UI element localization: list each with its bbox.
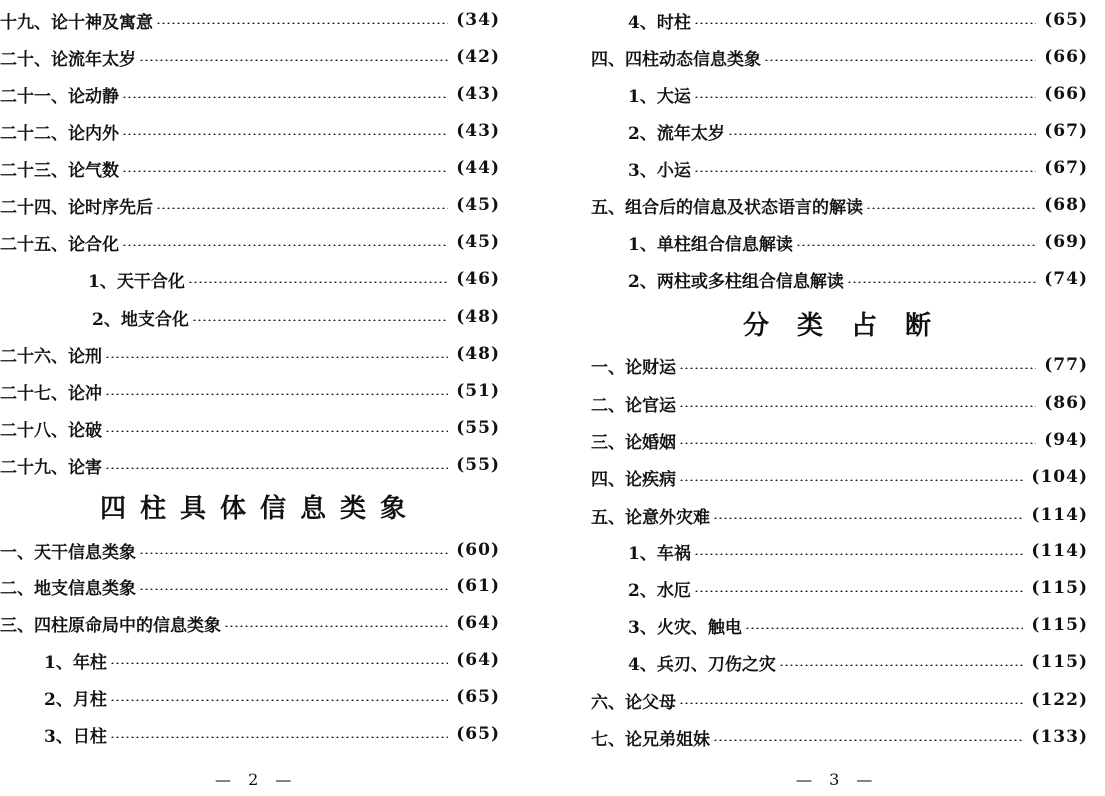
toc-entry-label: 四、四柱动态信息类象 [591,49,761,70]
leader-dots [139,552,448,554]
toc-entry[interactable] [0,413,500,443]
leader-dots [713,517,1023,519]
toc-entry-page: (45) [456,232,500,252]
leader-dots [156,22,448,24]
toc-entry-label: 2、月柱 [44,689,107,710]
toc-entry-page: (60) [456,540,500,560]
toc-entry[interactable] [628,227,1088,257]
leader-dots [694,590,1024,592]
toc-entry[interactable] [0,535,500,565]
toc-entry[interactable] [0,79,500,109]
leader-dots [694,553,1024,555]
toc-entry-page: (122) [1031,690,1088,710]
toc-entry[interactable] [44,682,500,712]
toc-entry-label: 二、论官运 [591,395,676,416]
right-page [583,0,1105,796]
toc-entry-page: (61) [456,576,500,596]
toc-entry-label: 五、论意外灾难 [591,507,710,528]
toc-entry-page: (104) [1031,467,1088,487]
leader-dots [110,662,448,664]
section-heading: 分类占断 [743,311,960,341]
toc-entry[interactable] [628,264,1088,294]
toc-entry-label: 七、论兄弟姐妹 [591,729,710,750]
toc-entry-label: 十九、论十神及寓意 [0,12,153,33]
toc-entry-page: (64) [456,613,500,633]
leader-dots [139,588,448,590]
toc-entry-page: (43) [456,84,500,104]
leader-dots [679,479,1023,481]
toc-entry-page: (45) [456,195,500,215]
toc-entry-page: (34) [456,10,500,30]
leader-dots [110,736,448,738]
leader-dots [728,133,1036,135]
toc-entry[interactable] [628,153,1088,183]
toc-entry[interactable] [591,722,1088,752]
toc-entry[interactable] [591,685,1088,715]
toc-entry[interactable] [0,571,500,601]
toc-entry-page: (48) [456,344,500,364]
toc-entry-label: 六、论父母 [591,692,676,713]
toc-entry[interactable] [0,42,500,72]
toc-entry-label: 二十四、论时序先后 [0,197,153,218]
toc-entry-label: 二十二、论内外 [0,123,119,144]
leader-dots [764,59,1036,61]
toc-entry-label: 1、年柱 [44,652,107,673]
leader-dots [694,96,1036,98]
toc-entry-label: 三、论婚姻 [591,432,676,453]
toc-entry-label: 1、车祸 [628,543,691,564]
toc-entry[interactable] [92,302,500,332]
toc-entry-page: (65) [456,724,500,744]
leader-dots [139,59,448,61]
leader-dots [188,281,448,283]
leader-dots [796,244,1036,246]
leader-dots [679,442,1036,444]
toc-entry-page: (42) [456,47,500,67]
leader-dots [679,702,1023,704]
toc-entry-label: 4、时柱 [628,12,691,33]
leader-dots [224,625,448,627]
toc-entry-page: (114) [1031,505,1088,525]
toc-entry-label: 二十三、论气数 [0,160,119,181]
toc-entry[interactable] [628,647,1088,677]
toc-entry-page: (133) [1031,727,1088,747]
toc-entry-label: 四、论疾病 [591,469,676,490]
toc-entry[interactable] [0,190,500,220]
toc-entry-label: 二十、论流年太岁 [0,49,136,70]
toc-entry[interactable] [0,608,500,638]
toc-entry-label: 3、日柱 [44,726,107,747]
toc-entry-label: 一、天干信息类象 [0,542,136,563]
toc-entry-page: (51) [456,381,500,401]
toc-entry-page: (115) [1031,652,1088,672]
toc-entry-label: 二十七、论冲 [0,383,102,404]
toc-entry[interactable] [628,610,1088,640]
leader-dots [679,405,1036,407]
toc-entry-label: 3、火灾、触电 [628,617,742,638]
toc-entry-page: (44) [456,158,500,178]
toc-entry[interactable] [591,42,1088,72]
toc-entry[interactable] [591,190,1088,220]
toc-entry[interactable] [0,227,500,257]
toc-entry[interactable] [44,645,500,675]
leader-dots [866,207,1036,209]
toc-entry[interactable] [0,153,500,183]
toc-entry-label: 三、四柱原命局中的信息类象 [0,615,221,636]
leader-dots [105,467,448,469]
toc-entry[interactable] [44,719,500,749]
leader-dots [192,319,448,321]
leader-dots [779,664,1024,666]
toc-entry-label: 1、单柱组合信息解读 [628,234,793,255]
toc-entry-page: (67) [1044,121,1088,141]
toc-entry-label: 1、天干合化 [88,271,185,292]
left-page [0,0,540,796]
toc-entry[interactable] [591,388,1088,418]
toc-entry-label: 2、流年太岁 [628,123,725,144]
leader-dots [122,133,448,135]
toc-entry-label: 2、地支合化 [92,309,189,330]
leader-dots [122,96,448,98]
toc-entry-page: (86) [1044,393,1088,413]
leader-dots [694,170,1036,172]
leader-dots [745,627,1024,629]
toc-entry-page: (55) [456,455,500,475]
toc-entry-page: (64) [456,650,500,670]
toc-entry-page: (48) [456,307,500,327]
toc-entry[interactable] [628,536,1088,566]
toc-entry-page: (69) [1044,232,1088,252]
leader-dots [105,393,448,395]
toc-entry[interactable] [628,573,1088,603]
leader-dots [694,22,1036,24]
toc-entry-page: (114) [1031,541,1088,561]
section-heading: 四柱具体信息类象 [100,494,421,524]
toc-entry-label: 2、水厄 [628,580,691,601]
toc-entry-label: 2、两柱或多柱组合信息解读 [628,271,844,292]
leader-dots [847,281,1036,283]
leader-dots [122,170,448,172]
toc-entry-label: 1、大运 [628,86,691,107]
toc-entry-label: 二十六、论刑 [0,346,102,367]
toc-entry-page: (66) [1044,47,1088,67]
leader-dots [679,367,1036,369]
toc-entry-page: (55) [456,418,500,438]
toc-entry-page: (115) [1031,615,1088,635]
toc-entry[interactable] [0,5,500,35]
toc-entry[interactable] [591,350,1088,380]
leader-dots [122,244,448,246]
toc-entry-page: (65) [1044,10,1088,30]
toc-entry[interactable] [591,462,1088,492]
toc-entry[interactable] [591,425,1088,455]
toc-entry-page: (43) [456,121,500,141]
toc-entry-label: 二十八、论破 [0,420,102,441]
toc-entry[interactable] [628,5,1088,35]
toc-entry-label: 一、论财运 [591,357,676,378]
toc-entry[interactable] [0,339,500,369]
toc-entry-page: (68) [1044,195,1088,215]
toc-entry-label: 二、地支信息类象 [0,578,136,599]
toc-entry[interactable] [628,79,1088,109]
toc-entry[interactable] [0,376,500,406]
toc-entry[interactable] [0,116,500,146]
toc-entry[interactable] [591,500,1088,530]
toc-entry-page: (115) [1031,578,1088,598]
leader-dots [105,430,448,432]
toc-entry-page: (74) [1044,269,1088,289]
leader-dots [105,356,448,358]
page-number: — 2 — [215,770,298,789]
leader-dots [156,207,448,209]
toc-entry-page: (77) [1044,355,1088,375]
toc-entry-label: 二十一、论动静 [0,86,119,107]
toc-entry-page: (46) [456,269,500,289]
leader-dots [110,699,448,701]
toc-entry-label: 二十五、论合化 [0,234,119,255]
toc-entry-page: (67) [1044,158,1088,178]
toc-entry[interactable] [0,450,500,480]
toc-entry-page: (66) [1044,84,1088,104]
toc-entry-label: 二十九、论害 [0,457,102,478]
toc-entry[interactable] [628,116,1088,146]
toc-entry-page: (65) [456,687,500,707]
toc-entry-label: 4、兵刃、刀伤之灾 [628,654,776,675]
page-number: — 3 — [796,770,879,789]
leader-dots [713,739,1023,741]
toc-entry[interactable] [88,264,500,294]
toc-entry-label: 五、组合后的信息及状态语言的解读 [591,197,863,218]
toc-entry-label: 3、小运 [628,160,691,181]
toc-entry-page: (94) [1044,430,1088,450]
